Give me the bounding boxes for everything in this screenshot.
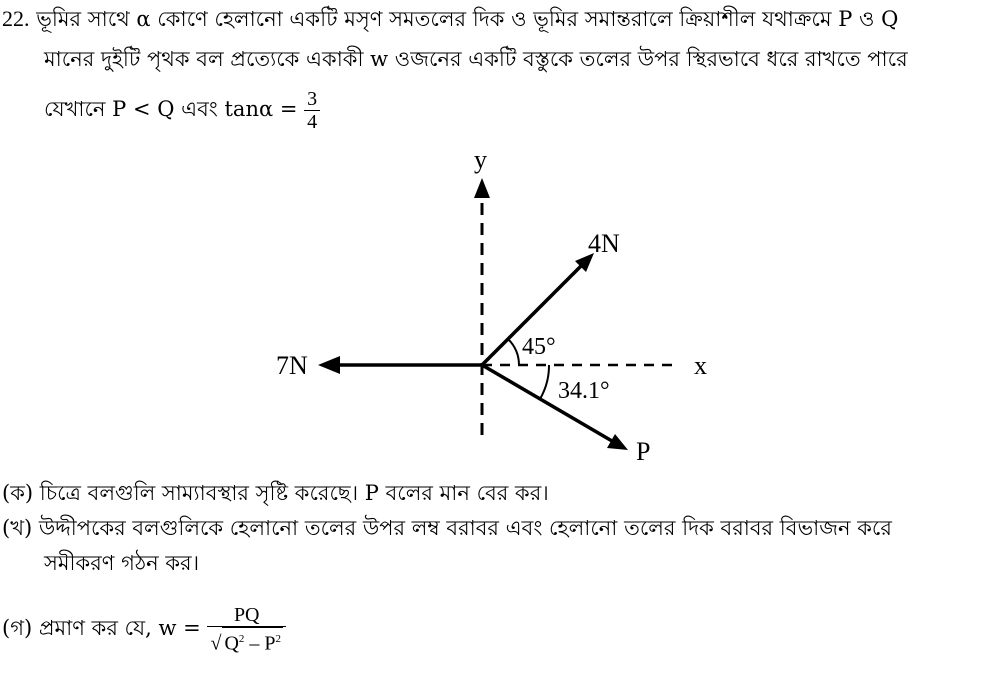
question-text-1: ভূমির সাথে α কোণে হেলানো একটি মসৃণ সমতলের দিক ও ভূমির সমান্তরালে ক্রিয়াশীল যথাক্রমে P ও Q <box>36 7 899 31</box>
force-4n-label: 4N <box>588 229 620 258</box>
angle-34-label: 34.1° <box>558 378 610 404</box>
x-axis-label: x <box>694 351 707 380</box>
part-kha-text-1: (খ) উদ্দীপকের বলগুলিকে হেলানো তলের উপর লম্ব বরাবর এবং হেলানো তলের দিক বরাবর বিভাজন করে <box>2 516 892 540</box>
force-7n-arrowhead <box>318 356 340 374</box>
part-ka-text: (ক) চিত্রে বলগুলি সাম্যাবস্থার সৃষ্টি করেছে। P বলের মান বের কর। <box>2 481 549 505</box>
w-fraction <box>207 604 286 655</box>
angle-34-arc <box>540 365 549 399</box>
force-7n-label: 7N <box>276 351 308 380</box>
w-fraction-numerator: PQ <box>207 604 286 627</box>
question-number: 22. <box>2 6 30 31</box>
fraction-numerator: 3 <box>304 88 320 111</box>
fraction-denominator: 4 <box>307 111 318 133</box>
radicand-p-exponent: 2 <box>275 633 282 645</box>
question-text-2: মানের দুইটি পৃথক বল প্রত্যেকে একাকী w ওজনের একটি বস্তুকে তলের উপর স্থিরভাবে ধরে রাখতে পারে <box>44 47 908 71</box>
part-kha-text-2: সমীকরণ গঠন কর। <box>44 551 200 575</box>
part-kha-line-1 <box>2 513 892 543</box>
part-ga-text: (গ) প্রমাণ কর যে, w = <box>2 615 201 640</box>
sqrt-radicand <box>222 627 283 655</box>
force-p-label: P <box>636 437 651 466</box>
radicand-q: Q <box>224 632 239 655</box>
y-axis-label: y <box>474 145 487 174</box>
force-p-arrowhead <box>607 434 628 450</box>
y-axis-arrow <box>474 178 490 198</box>
w-fraction-denominator: √ $Q^2 - P^2$ <box>207 627 286 655</box>
part-ka <box>2 478 549 508</box>
question-text-3: যেখানে P < Q এবং tanα = <box>44 97 298 121</box>
part-kha-line-2 <box>44 548 199 578</box>
part-ga <box>2 604 286 655</box>
radicand-minus-p: – P <box>244 632 276 655</box>
radicand-q-exponent: 2 <box>238 633 245 645</box>
angle-45-arc <box>508 339 519 365</box>
angle-45-label: 45° <box>522 334 556 360</box>
